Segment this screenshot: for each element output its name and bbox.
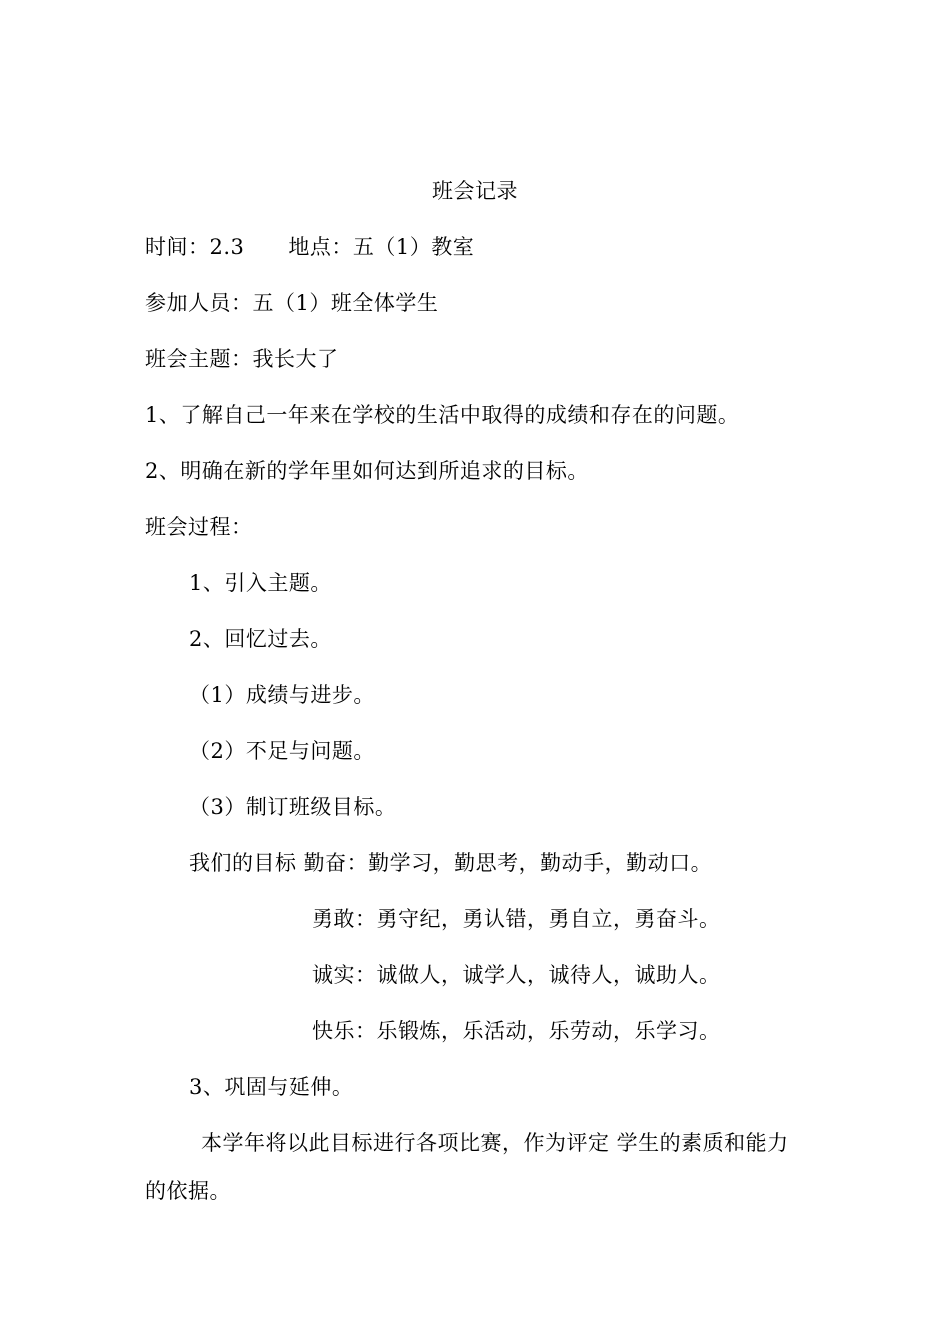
goal-honest: 诚实：诚做人，诚学人，诚待人，诚助人。 xyxy=(312,963,721,987)
process-step: 2、回忆过去。 xyxy=(189,627,332,651)
process-step: 3、巩固与延伸。 xyxy=(189,1075,354,1099)
process-heading: 班会过程： xyxy=(145,515,253,539)
time-label: 时间：2.3 xyxy=(145,235,245,259)
theme-line: 班会主题：我长大了 xyxy=(145,347,339,371)
document-title: 班会记录 xyxy=(432,179,518,203)
process-substep: （2）不足与问题。 xyxy=(189,739,375,763)
objective-item: 1、了解自己一年来在学校的生活中取得的成绩和存在的问题。 xyxy=(145,403,740,427)
process-substep: （1）成绩与进步。 xyxy=(189,683,375,707)
location-label: 地点：五（1）教室 xyxy=(288,235,475,259)
time-location-line xyxy=(145,233,474,261)
process-substep: （3）制订班级目标。 xyxy=(189,795,397,819)
closing-paragraph-line: 的依据。 xyxy=(145,1179,231,1203)
goal-diligent: 我们的目标 勤奋：勤学习，勤思考，勤动手，勤动口。 xyxy=(189,851,713,875)
objective-item: 2、明确在新的学年里如何达到所追求的目标。 xyxy=(145,459,589,483)
participants-line: 参加人员：五（1）班全体学生 xyxy=(145,291,439,315)
closing-paragraph-line: 本学年将以此目标进行各项比赛，作为评定 学生的素质和能力 xyxy=(201,1131,789,1155)
goal-happy: 快乐：乐锻炼，乐活动，乐劳动，乐学习。 xyxy=(312,1019,721,1043)
goal-brave: 勇敢：勇守纪，勇认错，勇自立，勇奋斗。 xyxy=(312,907,721,931)
process-step: 1、引入主题。 xyxy=(189,571,332,595)
